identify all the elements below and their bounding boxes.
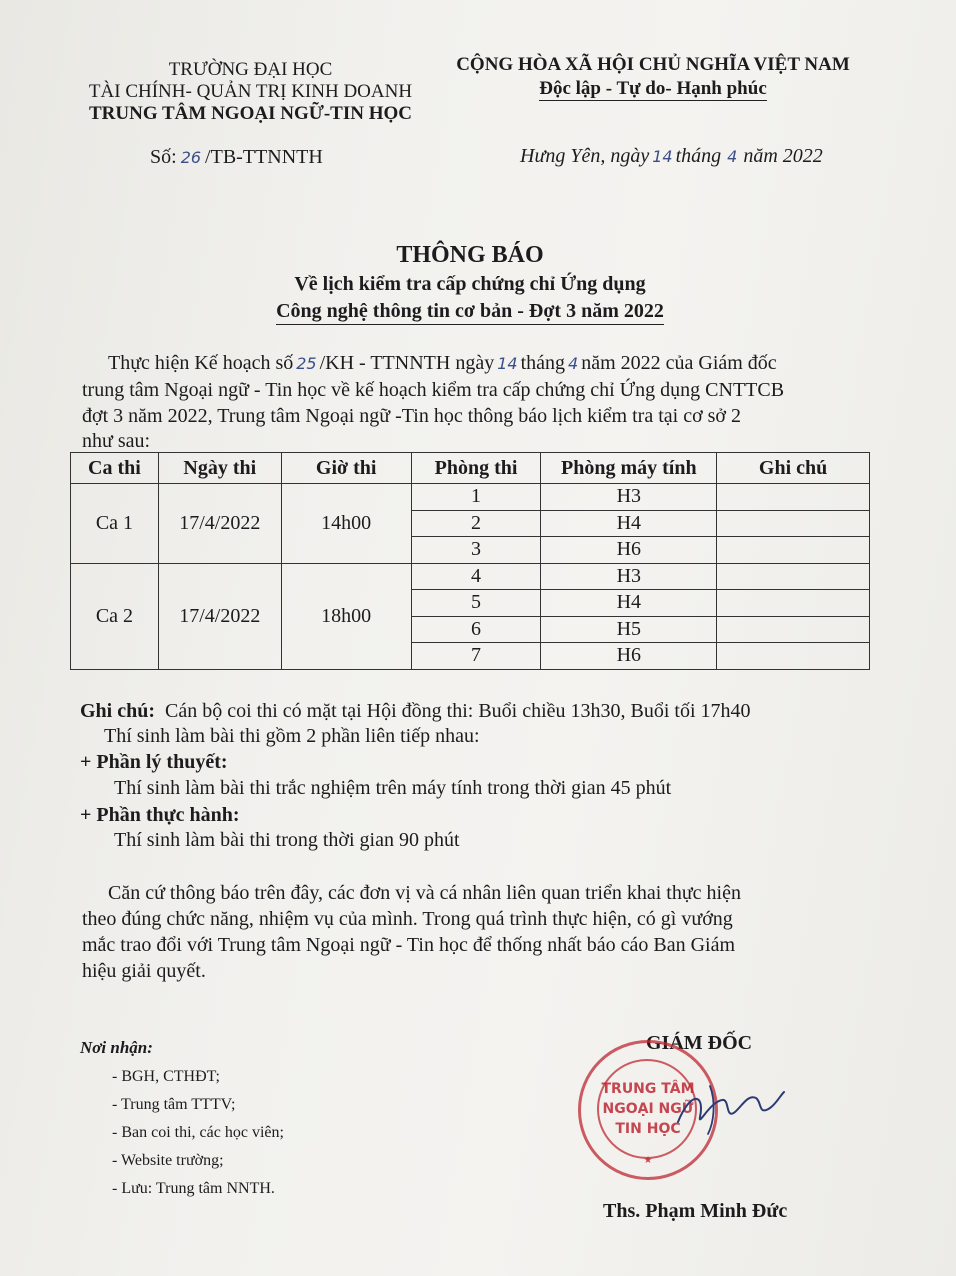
place-date [520, 145, 823, 168]
note-text: Cán bộ coi thi có mặt tại Hội đồng thi: Buổi chiều 13h30, Buổi tối 17h40 [165, 700, 751, 722]
recipient-item: - Ban coi thi, các học viên; [112, 1124, 284, 1141]
room-cell: 4 [411, 563, 541, 590]
stamp-line-2: NGOẠI NGỮ [602, 1101, 694, 1117]
note-cell [717, 484, 870, 511]
number-prefix: Số: [150, 146, 177, 168]
date-cell: 17/4/2022 [158, 484, 281, 564]
lab-cell: H4 [541, 510, 717, 537]
table-row [71, 563, 870, 590]
notice-subtitle-2 [0, 300, 940, 323]
closing-line-4: hiệu giải quyết. [82, 960, 206, 982]
room-cell: 5 [411, 590, 541, 617]
center-name: TRUNG TÂM NGOẠI NGỮ-TIN HỌC [88, 103, 412, 124]
note-line-1 [80, 698, 751, 724]
col-header-computer-lab: Phòng máy tính [541, 453, 717, 484]
col-header-shift: Ca thi [71, 453, 159, 484]
recipient-item: - BGH, CTHĐT; [112, 1068, 220, 1085]
intro-text-a: Thực hiện Kế hoạch số [108, 352, 294, 374]
practice-label: + Phần thực hành: [80, 804, 240, 826]
lab-cell: H6 [541, 537, 717, 564]
time-cell: 14h00 [281, 484, 411, 564]
recipients-label: Nơi nhận: [80, 1038, 153, 1057]
closing-line-2: theo đúng chức năng, nhiệm vụ của mình. Trong quá trình thực hiện, có gì vướng [82, 908, 733, 930]
note-cell [717, 616, 870, 643]
signer-title: GIÁM ĐỐC [646, 1032, 753, 1054]
table-row [71, 484, 870, 511]
lab-cell: H4 [541, 590, 717, 617]
date-month: 4 [727, 147, 738, 166]
date-day: 14 [652, 147, 673, 166]
col-header-note: Ghi chú [717, 453, 870, 484]
shift-cell: Ca 1 [71, 484, 159, 564]
closing-line-1: Căn cứ thông báo trên đây, các đơn vị và cá nhân liên quan triển khai thực hiện [108, 882, 741, 904]
intro-line-2: trung tâm Ngoại ngữ - Tin học về kế hoạch kiểm tra cấp chứng chỉ Ứng dụng CNTTCB [82, 379, 785, 401]
note-cell [717, 643, 870, 670]
room-cell: 1 [411, 484, 541, 511]
col-header-date: Ngày thi [158, 453, 281, 484]
notice-title: THÔNG BÁO [396, 242, 544, 268]
col-header-time: Giờ thi [281, 453, 411, 484]
country-name: CỘNG HÒA XÃ HỘI CHỦ NGHĨA VIỆT NAM [456, 54, 850, 75]
school-name-line1: TRƯỜNG ĐẠI HỌC [168, 59, 333, 80]
recipient-item: - Trung tâm TTTV; [112, 1096, 236, 1113]
table-header-row [71, 453, 870, 484]
intro-text-c: tháng [520, 352, 565, 374]
shift-cell: Ca 2 [71, 563, 159, 669]
practice-text: Thí sinh làm bài thi trong thời gian 90 phút [114, 829, 460, 851]
plan-day: 14 [497, 354, 518, 373]
intro-line-3: đợt 3 năm 2022, Trung tâm Ngoại ngữ -Tin học thông báo lịch kiểm tra tại cơ sở 2 [82, 405, 742, 427]
lab-cell: H6 [541, 643, 717, 670]
recipient-item: - Website trường; [112, 1152, 224, 1169]
stamp-line-3: TIN HỌC [615, 1121, 681, 1137]
motto [438, 77, 868, 101]
note-cell [717, 537, 870, 564]
theory-text: Thí sinh làm bài thi trắc nghiệm trên máy tính trong thời gian 45 phút [114, 777, 672, 799]
note-cell [717, 510, 870, 537]
note-cell [717, 563, 870, 590]
document-number [150, 146, 323, 169]
intro-line-1 [108, 350, 777, 377]
intro-text-b: /KH - TTNNTH ngày [319, 352, 495, 374]
date-cell: 17/4/2022 [158, 563, 281, 669]
intro-line-4: như sau: [82, 430, 151, 452]
motto-text: Độc lập - Tự do- Hạnh phúc [539, 78, 767, 99]
notice-subtitle-2-text: Công nghệ thông tin cơ bản - Đợt 3 năm 2022 [276, 300, 664, 325]
intro-text-d: năm 2022 của Giám đốc [581, 352, 777, 374]
theory-label: + Phần lý thuyết: [80, 751, 228, 773]
plan-month: 4 [568, 354, 579, 373]
date-month-label: tháng [675, 145, 722, 167]
stamp-star-icon: ★ [643, 1155, 653, 1166]
signer-name: Ths. Phạm Minh Đức [603, 1200, 788, 1222]
date-year: năm 2022 [743, 145, 823, 167]
number-suffix: /TB-TTNNTH [205, 146, 323, 168]
lab-cell: H3 [541, 563, 717, 590]
stamp-line-1: TRUNG TÂM [601, 1081, 695, 1097]
notice-subtitle-1: Về lịch kiểm tra cấp chứng chỉ Ứng dụng [294, 273, 646, 295]
school-name-line2: TÀI CHÍNH- QUẢN TRỊ KINH DOANH [88, 81, 413, 102]
exam-schedule-table [70, 452, 870, 670]
note-label: Ghi chú: [80, 700, 156, 722]
plan-number: 25 [296, 354, 317, 373]
room-cell: 3 [411, 537, 541, 564]
room-cell: 6 [411, 616, 541, 643]
note-line-2: Thí sinh làm bài thi gồm 2 phần liên tiếp nhau: [104, 725, 480, 747]
number-handwritten: 26 [180, 148, 202, 167]
handwritten-signature [670, 1072, 790, 1142]
lab-cell: H5 [541, 616, 717, 643]
note-cell [717, 590, 870, 617]
closing-line-3: mắc trao đổi với Trung tâm Ngoại ngữ - Tin học để thống nhất báo cáo Ban Giám [82, 934, 736, 956]
date-prefix: Hưng Yên, ngày [520, 145, 650, 167]
room-cell: 7 [411, 643, 541, 670]
col-header-room: Phòng thi [411, 453, 541, 484]
room-cell: 2 [411, 510, 541, 537]
time-cell: 18h00 [281, 563, 411, 669]
lab-cell: H3 [541, 484, 717, 511]
recipient-item: - Lưu: Trung tâm NNTH. [112, 1180, 275, 1197]
